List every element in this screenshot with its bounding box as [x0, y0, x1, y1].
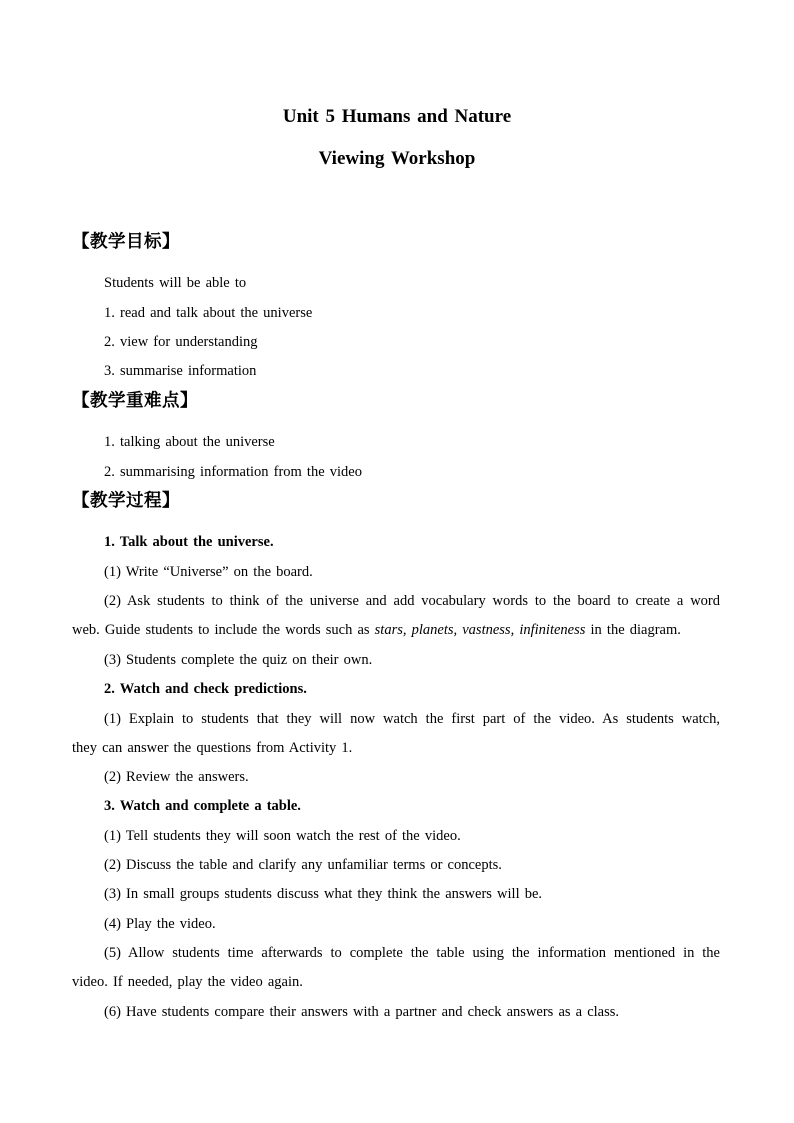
step-paragraph: (5) Allow students time afterwards to complete the table using the information mentioned in the	[104, 945, 720, 961]
step-paragraph: (1) Explain to students that they will now watch the first part of the video. As students watch,	[104, 711, 720, 727]
objective-item: 3. summarise information	[104, 363, 257, 379]
objectives-intro: Students will be able to	[104, 275, 247, 291]
objective-item: 1. read and talk about the universe	[104, 305, 313, 321]
step-title: 2. Watch and check predictions.	[104, 681, 307, 697]
text-run: in the diagram.	[585, 622, 681, 638]
section-heading-key-points: 【教学重难点】	[72, 391, 198, 411]
step-paragraph: (1) Write “Universe” on the board.	[104, 564, 313, 580]
step-paragraph: (6) Have students compare their answers with a partner and check answers as a class.	[104, 1004, 620, 1020]
step-title: 3. Watch and complete a table.	[104, 798, 301, 814]
italic-terms: stars, planets, vastness, infiniteness	[374, 622, 586, 638]
document-subtitle: Viewing Workshop	[318, 148, 476, 169]
step-paragraph: (2) Ask students to think of the universe and add vocabulary words to the board to create a word	[104, 593, 720, 609]
document-title: Unit 5 Humans and Nature	[282, 106, 512, 127]
step-paragraph-continued: video. If needed, play the video again.	[72, 974, 303, 990]
key-point-item: 2. summarising information from the video	[104, 464, 362, 480]
step-paragraph: (2) Review the answers.	[104, 769, 249, 785]
step-paragraph: (2) Discuss the table and clarify any unfamiliar terms or concepts.	[104, 857, 502, 873]
step-paragraph: (3) Students complete the quiz on their own.	[104, 652, 373, 668]
step-paragraph: (3) In small groups students discuss what they think the answers will be.	[104, 886, 543, 902]
text-run: web. Guide students to include the words such as	[72, 622, 375, 638]
step-paragraph-continued: they can answer the questions from Activity 1.	[72, 740, 353, 756]
step-paragraph: (1) Tell students they will soon watch the rest of the video.	[104, 828, 461, 844]
step-title: 1. Talk about the universe.	[104, 534, 274, 550]
section-heading-objectives: 【教学目标】	[72, 232, 180, 252]
key-point-item: 1. talking about the universe	[104, 434, 275, 450]
objective-item: 2. view for understanding	[104, 334, 258, 350]
section-heading-process: 【教学过程】	[72, 491, 180, 511]
step-paragraph-continued	[72, 620, 681, 640]
step-paragraph: (4) Play the video.	[104, 916, 216, 932]
